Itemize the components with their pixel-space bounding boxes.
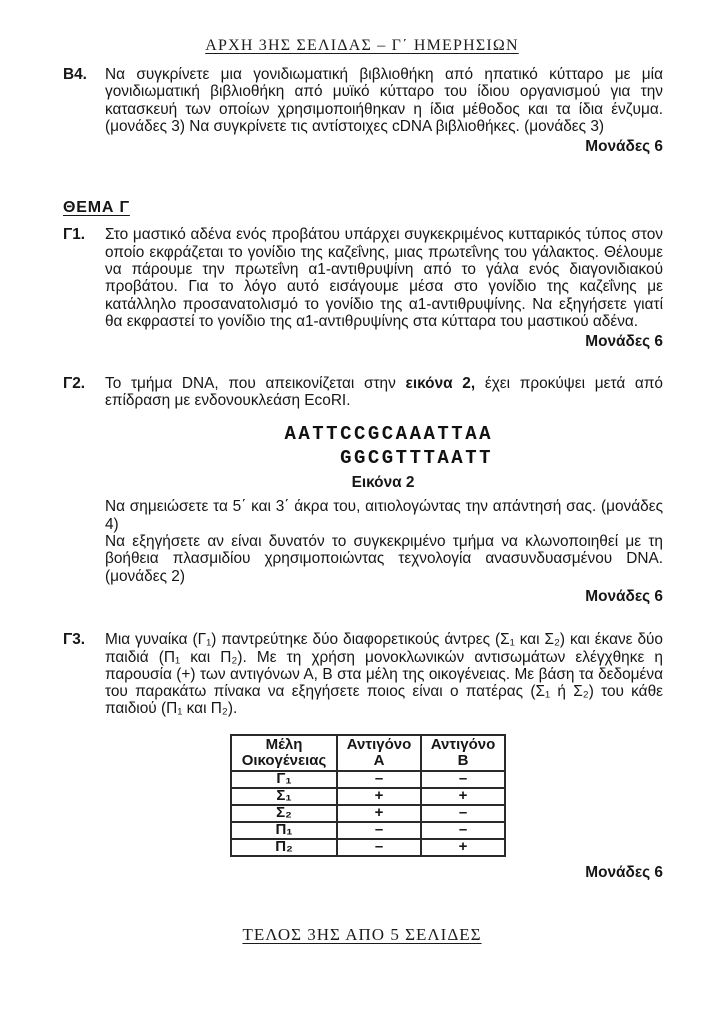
question-c2-label: Γ2. [63, 374, 86, 392]
antigen-a-cell: + [337, 805, 421, 822]
question-c2-intro [105, 375, 663, 410]
members-header-line1: Μέλη [265, 735, 303, 753]
antigen-a-cell: + [337, 788, 421, 805]
antigen-b-cell: + [421, 788, 505, 805]
question-c2-part-a: Να σημειώσετε τα 5΄ και 3΄ άκρα του, αιτιολογώντας την απάντησή σας. (μονάδες 4) [105, 498, 663, 533]
question-c2-figure-ref: εικόνα 2, [405, 374, 476, 392]
question-c2 [63, 375, 663, 410]
antigen-table [230, 734, 506, 857]
question-c2-intro-after: έχει προκύψει μετά από επίδραση με ενδονουκλεάση EcoRI. [105, 374, 663, 409]
question-c3-marks: Μονάδες 6 [585, 863, 663, 881]
dna-strand-bottom: GGCGTTTAATT [340, 447, 493, 470]
member-cell: Γ₁ [231, 771, 337, 788]
question-c1-text: Στο μαστικό αδένα ενός προβάτου υπάρχει συγκεκριμένος κυτταρικός τύπος στον οποίο εκφράζεται το γονίδιο της καζεΐνης, μιας πρωτεΐνης του γάλακτος. Θέλουμε να πάρουμε την πρωτεΐνη α1-αντιθρυψίνη από το γάλα ενός διαγονιδιακού προβάτου. Για το λόγο αυτό εισάγουμε μέσα στο γονίδιο της καζεΐνης με κατάλληλο προσανατολισμό το γονίδιο της α1-αντιθρυψίνης. Να εξηγήσετε γιατί θα εκφραστεί το γονίδιο της α1-αντιθρυψίνης στα κύτταρα του μαστικού αδένα. [105, 226, 663, 330]
question-b4-label: Β4. [63, 66, 87, 83]
member-cell: Π₂ [231, 839, 337, 856]
antigen-table-header-row [231, 735, 505, 771]
page-header-title: ΑΡΧΗ 3ΗΣ ΣΕΛΙΔΑΣ – Γ΄ ΗΜΕΡΗΣΙΩΝ [205, 37, 519, 54]
member-cell: Σ₂ [231, 805, 337, 822]
question-c3-text: Μια γυναίκα (Γ₁) παντρεύτηκε δύο διαφορετικούς άντρες (Σ₁ και Σ₂) και έκανε δύο παιδιά (Π₁ και Π₂). Με τη χρήση μονοκλωνικών αντισωμάτων ελέγχθηκε η παρουσία (+) των αντιγόνων Α, Β στα μέλη της οικογένειας. Με βάση τα δεδομένα του παρακάτω πίνακα να εξηγήσετε ποιος είναι ο πατέρας (Σ₁ ή Σ₂) του κάθε παιδιού (Π₁ και Π₂). [105, 631, 663, 718]
question-c1-label: Γ1. [63, 226, 86, 244]
page-header [0, 0, 724, 55]
question-b4 [63, 66, 663, 135]
antigen-b-column-header [421, 735, 505, 771]
antigen-b-cell: – [421, 771, 505, 788]
figure-caption: Εικόνα 2 [351, 474, 415, 492]
question-b4-text: Να συγκρίνετε μια γονιδιωματική βιβλιοθήκη από ηπατικό κύτταρο με μία γονιδιωματική βιβλιοθήκη από μυϊκό κύτταρο του ίδιου οργανισμού για την κατασκευή των οποίων χρησιμοποιήθηκαν η ίδια μέθοδος και τα ίδια ένζυμα. (μονάδες 3) Να συγκρίνετε τις αντίστοιχες cDNA βιβλιοθήκες. (μονάδες 3) [105, 66, 663, 135]
antigen-b-cell: – [421, 805, 505, 822]
member-cell: Σ₁ [231, 788, 337, 805]
question-c2-intro-before: Το τμήμα DNA, που απεικονίζεται στην [105, 374, 396, 392]
dna-strand-top: AATTCCGCAAATTAA [284, 423, 493, 446]
question-b4-marks: Μονάδες 6 [585, 138, 663, 156]
theme-c-heading: ΘΕΜΑ Γ [63, 199, 130, 217]
antigen-a-header-line1: Αντιγόνο [346, 735, 412, 753]
question-c2-subquestions [105, 498, 663, 584]
antigen-a-column-header [337, 735, 421, 771]
question-c1 [63, 226, 663, 330]
table-row [231, 771, 505, 788]
page-footer [0, 925, 724, 945]
question-c1-marks: Μονάδες 6 [585, 333, 663, 351]
question-c2-part-b: Να εξηγήσετε αν είναι δυνατόν το συγκεκριμένο τμήμα να κλωνοποιηθεί με τη βοήθεια πλασμιδίου χρησιμοποιώντας τεχνολογία ανασυνδυασμένου DNA. (μονάδες 2) [105, 533, 663, 585]
antigen-a-cell: – [337, 822, 421, 839]
antigen-b-cell: – [421, 822, 505, 839]
page-footer-title: ΤΕΛΟΣ 3ΗΣ ΑΠΟ 5 ΣΕΛΙΔΕΣ [242, 925, 482, 945]
dna-figure [273, 422, 493, 470]
table-row [231, 839, 505, 856]
table-row [231, 805, 505, 822]
question-c3 [63, 631, 663, 717]
member-cell: Π₁ [231, 822, 337, 839]
members-column-header [231, 735, 337, 771]
question-c3-label: Γ3. [63, 631, 86, 649]
antigen-b-header-line1: Αντιγόνο [430, 735, 496, 753]
antigen-a-cell: – [337, 771, 421, 788]
antigen-b-header-line2: Β [457, 751, 469, 769]
antigen-a-cell: – [337, 839, 421, 856]
table-row [231, 788, 505, 805]
antigen-a-header-line2: Α [373, 751, 385, 769]
antigen-b-cell: + [421, 839, 505, 856]
question-c2-marks: Μονάδες 6 [585, 587, 663, 605]
table-row [231, 822, 505, 839]
members-header-line2: Οικογένειας [241, 751, 327, 769]
